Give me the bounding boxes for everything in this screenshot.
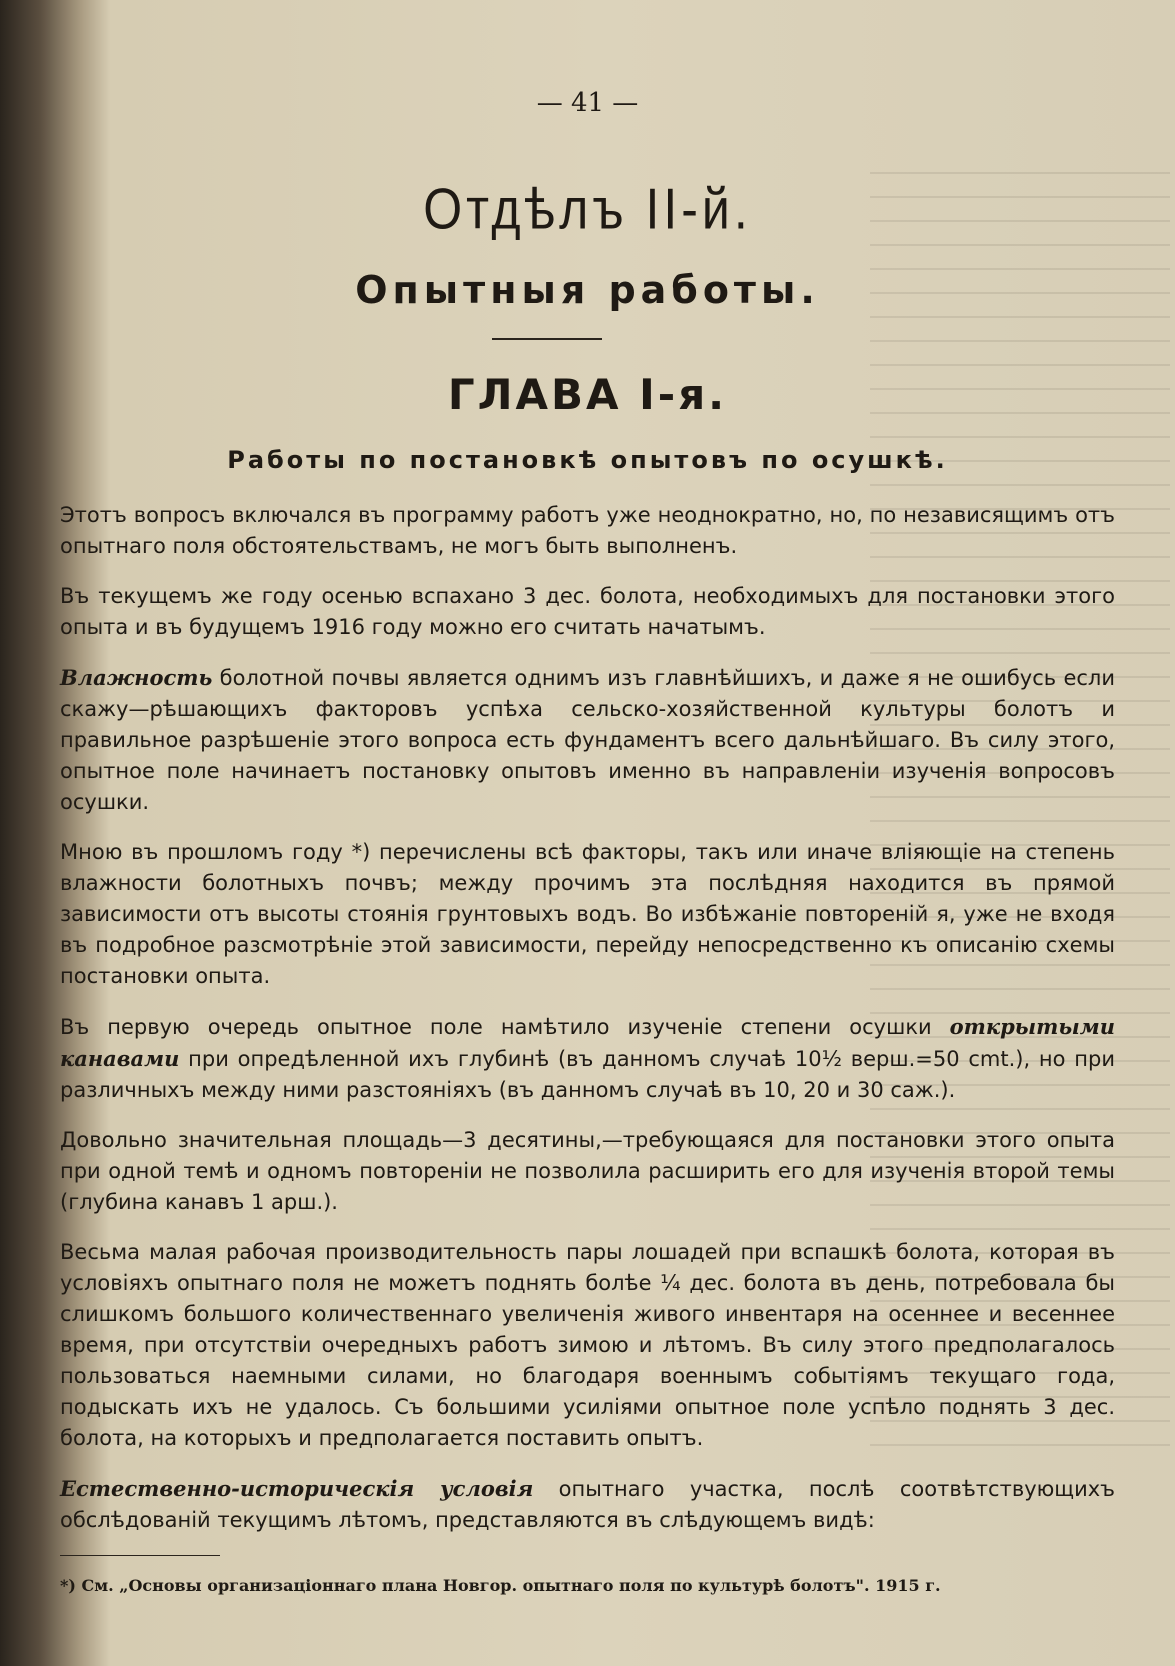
emphasis-term: Влажность [60,665,213,690]
title-divider [492,338,602,340]
paragraph-1: Этотъ вопросъ включался въ программу работъ уже неоднократно, но, по независящимъ отъ опытнаго поля обстоятельствамъ, не могъ быть выполненъ. [60,503,1115,558]
emphasis-term: Естественно-историческія условія [60,1476,534,1501]
section-subtitle: Опытныя работы. [355,268,820,312]
paragraph-6: Довольно значительная площадь—3 десятины,—требующаяся для постановки этого опыта при одной темѣ и одномъ повтореніи не позволила расширить его для изученія второй темы (глубина канавъ 1 арш.). [60,1128,1115,1214]
paragraph-8 [60,1473,1115,1536]
paragraph-3 [60,662,1115,818]
paragraph-text: Въ первую очередь опытное поле намѣтило изученіе степени осушки [60,1015,950,1039]
paragraph-2: Въ текущемъ же году осенью вспахано 3 дес. болота, необходимыхъ для постановки этого опыта и въ будущемъ 1916 году можно его считать начатымъ. [60,584,1115,639]
page-number: — 41 — [536,88,639,118]
paragraph-text: при опредѣленной ихъ глубинѣ (въ данномъ случаѣ 10½ верш.=50 cmt.), но при различныхъ между ними разстояніяхъ (въ данномъ случаѣ въ 10, 20 и 30 саж.). [60,1047,1115,1102]
body-text [60,500,1115,1555]
section-title: Отдѣлъ II-й. [423,176,752,242]
footnote: *) См. „Основы организаціоннаго плана Новгор. опытнаго поля по культурѣ болотъ". 1915 г. [60,1576,941,1595]
paragraph-4: Мною въ прошломъ году *) перечислены всѣ факторы, такъ или иначе вліяющіе на степень влажности болотныхъ почвъ; между прочимъ эта послѣдняя находится въ прямой зависимости отъ высоты стоянія грунтовыхъ водъ. Во избѣжаніе повтореній я, уже не входя въ подробное разсмотрѣніе этой зависимости, перейду непосредственно къ описанію схемы постановки опыта. [60,840,1115,988]
paragraph-5 [60,1011,1115,1106]
emphasis-term: открытыми канавами [60,1014,1115,1071]
paragraph-text: болотной почвы является однимъ изъ главнѣйшихъ, и даже я не ошибусь если скажу—рѣшающихъ факторовъ успѣха сельско-хозяйственной культуры болотъ и правильное разрѣшеніе этого вопроса есть фундаментъ всего дальнѣйшаго. Въ силу этого, опытное поле начинаетъ постановку опытовъ именно въ направленіи изученія вопросовъ осушки. [60,666,1115,814]
paragraph-7: Весьма малая рабочая производительность пары лошадей при вспашкѣ болота, которая въ условіяхъ опытнаго поля не можетъ поднять болѣе ¼ дес. болота въ день, потребовала бы слишкомъ большого количественнаго увеличенія живого инвентаря на осеннее и весеннее время, при отсутствіи очередныхъ работъ зимою и лѣтомъ. Въ силу этого предполагалось пользоваться наемными силами, но благодаря военнымъ событіямъ текущаго года, подыскать ихъ не удалось. Съ большими усиліями опытное поле успѣло поднять 3 дес. болота, на которыхъ и предполагается поставить опытъ. [60,1240,1115,1450]
chapter-subtitle: Работы по постановкѣ опытовъ по осушкѣ. [227,446,948,474]
paragraph-text: опытнаго участка, послѣ соотвѣтствующихъ обслѣдованій текущимъ лѣтомъ, представляются въ слѣдующемъ видѣ: [60,1477,1115,1532]
chapter-title: ГЛАВА I-я. [447,370,728,419]
footnote-divider [60,1555,220,1556]
